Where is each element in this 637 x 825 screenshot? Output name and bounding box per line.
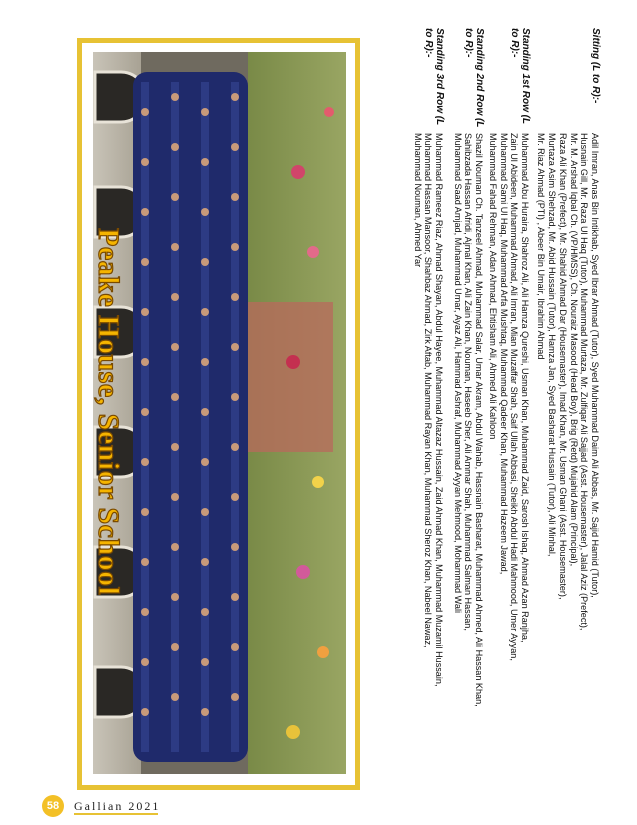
name-line: Sahibzada Hassan Afridi, Ajmal Khan, Ali Zain Khan, Nouman, Haseeb Sher, Ali Ammar Shah, Muhammad Salman Hassan, (463, 133, 474, 631)
name-line: Husnain Gill, Mr. Raza Ul Haq (Tutor), Muhammad Murtaza, Mr. Zulfiqar Ali Sajjad (Asst. Housemaster), Jalal Aziz (Prefect), (579, 133, 590, 631)
name-line: Raza Ali Khan (Prefect), Mr. Shahid Ahmad Dar (Housemaster), Imad Khan, Mr. Usman Ghani (Asst. Housemaster), (557, 133, 568, 600)
name-line: Muhammad Fahad Rehman, Adan Ahmad, Ehtisham Ali, Ahmed Ali Kahloon (487, 133, 498, 440)
page-title-wrap (85, 228, 135, 628)
caption-block (350, 28, 600, 788)
publication-name: Gallian 2021 (74, 799, 161, 813)
caption-section (412, 28, 444, 788)
name-line: Muhammad Abu Huraira, Shahroz Ali, Ali Hamza Qureshi, Usman Khan, Muhammad Zaid, Sarosh Ishaq, Ahmad Azan Ranjha, (520, 133, 530, 643)
page-title (85, 228, 135, 628)
name-line: Mr. M. Arshad Iqbal Ch. (VP/HMSS), Ch. Nouraiz Masood (Head Boy), Brig (Retd) Mujahid Alam (Principal), (568, 133, 579, 567)
name-line: Shazil Nouman Ch. Tanzeel Ahmad, Muhammad Salar, Umar Akram, Abdul Wahab, Hassnain Basharat, Muhammad Ahmed, Ali Hassan Khan, (474, 133, 484, 707)
caption-section (487, 28, 530, 788)
name-line: Murtaza Asim Shehzad, Mr. Abid Hussain (Tutor), Hamza Jan, Syed Basharat Hussain (Tutor), Ali Minhal, (547, 133, 558, 557)
section-label: Standing 2nd Row (L to R):- (463, 28, 485, 128)
name-line: Muhammad Sami Ul Haq, Muhammad Arfa Mushtaq, Muhammad Qadeer Khan, Muhammad Hazeem Jawad, (498, 133, 509, 575)
page-number-badge: 58 (42, 795, 64, 817)
name-line: Muhammad Nouman, Ahmed Yar (412, 133, 423, 268)
page-title-text: Peake House, Senior School (92, 228, 125, 596)
caption-section (536, 28, 600, 788)
name-line: Muhammad Hassan Mansoor, Shahbaz Ahmad, Zirk Aftab, Muhammad Rayan Khan, Muhammad Sheroz Khan, Nabeel Nawaz, (423, 133, 434, 648)
section-names (452, 133, 484, 788)
name-line: Muhammad Saad Amjad, Muhammad Umar, Ayaz Ali, Hammad Ashraf, Muhammad Ayyan Mehmood, Mohammad Wali (452, 133, 463, 613)
section-names (487, 133, 530, 788)
name-line: Muhammad Rameez Riaz, Ahmad Shayan, Abdul Hayee, Muhammad Altazaz Hussain, Zaid Ahmad Khan, Muhammad Muzamil Hussain, (434, 133, 444, 687)
section-label: Sitting (L to R):- (590, 28, 601, 104)
caption-section (452, 28, 484, 788)
section-label: Standing 3rd Row (L to R):- (423, 28, 445, 126)
section-label: Standing 1st Row (L to R):- (509, 28, 531, 124)
name-line: Mr. Riaz Ahmad (PTI) , Abeer Bin Umair, Ibrahim Ahmad (536, 133, 547, 360)
footer-rule (74, 813, 158, 815)
name-line: Adil Imran, Anas Bin Intikhab, Syed Ibrar Ahmad (Tutor), Syed Muhammad Daim Ali Abbas, Mr. Sajid Hamid (Tutor), (590, 133, 600, 598)
section-names (536, 133, 600, 788)
name-line: Zain Ul Abideen, Muhammad Ahmad, Ali Imran, Mian Muzaffar Shah, Saif Ullah Abbasi, Sheikh Abdul Hadi Mahmood, Umer Ayyan, (509, 133, 520, 661)
section-names (412, 133, 444, 788)
